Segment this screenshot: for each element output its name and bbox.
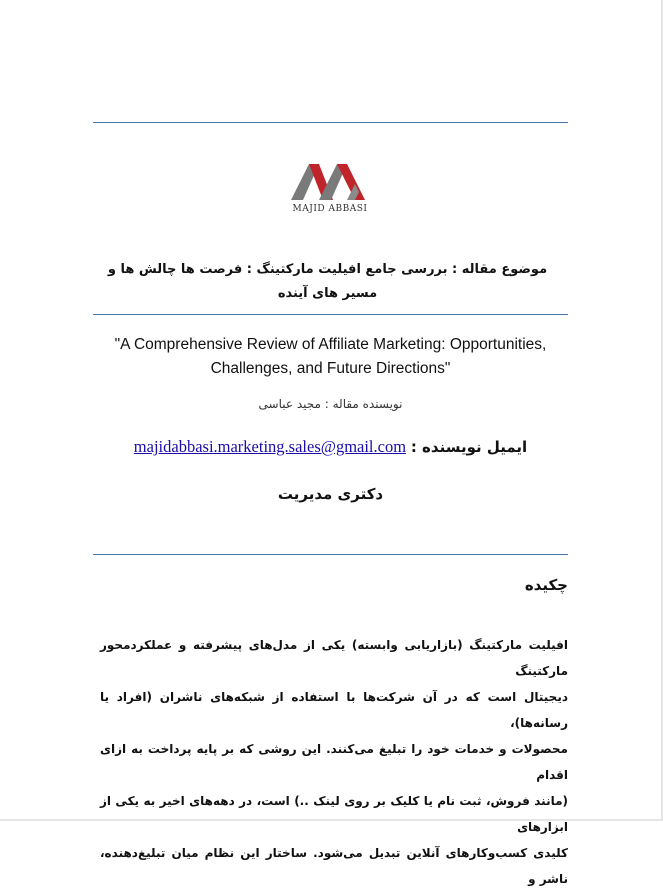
top-divider (93, 122, 568, 123)
author-line: نویسنده مقاله : مجید عباسی (258, 397, 403, 411)
email-line (93, 437, 568, 457)
logo (289, 160, 371, 220)
email-link[interactable]: majidabbasi.marketing.sales@gmail.com (133, 437, 407, 456)
abstract-body (100, 632, 568, 892)
abstract-line: (مانند فروش، ثبت نام یا کلیک بر روی لینک ..) است، در دهه‌های اخیر به یکی از ابزارهای (100, 794, 568, 834)
section-divider (93, 554, 568, 555)
abstract-heading: چکیده (524, 576, 568, 594)
logo-mark-icon (289, 160, 371, 204)
abstract-line: محصولات و خدمات خود را تبلیغ می‌کنند. این روشی که بر پایه پرداخت به ازای اقدام (100, 742, 568, 782)
abstract-line: کلیدی کسب‌وکارهای آنلاین تبدیل می‌شود. ساختار این نظام میان تبلیغ‌دهنده، ناشر و (100, 846, 568, 886)
abstract-line: افیلیت مارکتینگ (بازاریابی وابسته) یکی از مدل‌های پیشرفته و عملکردمحور مارکتینگ (100, 638, 568, 678)
abstract-line: دیجیتال است که در آن شرکت‌ها با استفاده از شبکه‌های ناشران (افراد یا رسانه‌ها)، (100, 690, 568, 730)
english-title: "A Comprehensive Review of Affiliate Marketing: Opportunities, Challenges, and Future Directions" (114, 336, 547, 377)
author-degree: دکتری مدیریت (277, 485, 384, 503)
article-topic: موضوع مقاله : بررسی جامع افیلیت مارکتینگ : فرصت ها چالش ها و مسیر های آینده (107, 262, 548, 301)
title-divider (93, 314, 568, 315)
email-label: ایمیل نویسنده : (410, 438, 528, 456)
logo-text: MAJID ABBASI (292, 204, 368, 214)
